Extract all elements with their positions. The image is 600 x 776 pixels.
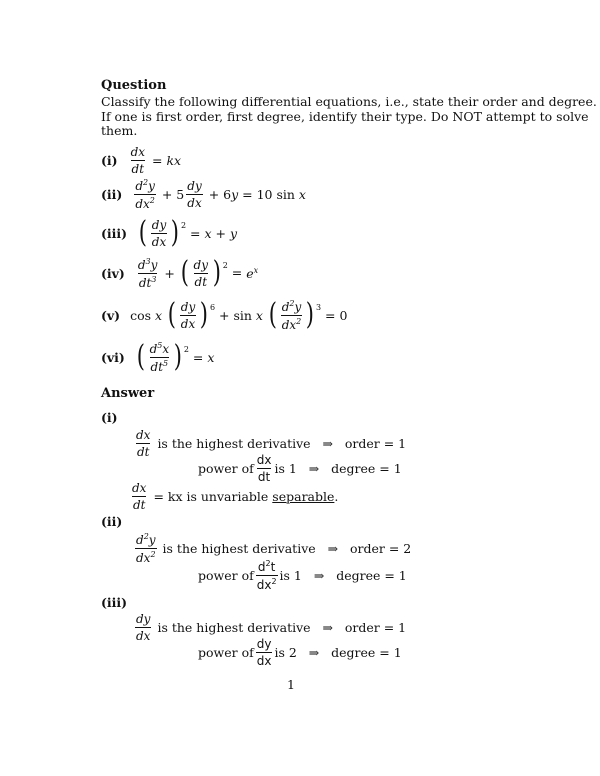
equation-ii: $\frac{d^2y}{dx^2}$: [135, 177, 155, 211]
page-number: 1: [287, 677, 295, 692]
question-item-vi: (vi) ( $\frac{d^5x}{dt^5}$ ) 2 = x: [101, 339, 215, 374]
question-item-v: (v) cos x ( $\frac{dy}{dx}$ ) 6 + sin x ( $\frac{d^2y}{dx^2}$ ) 3 = 0: [101, 297, 348, 332]
answer-i-period: .: [334, 488, 339, 504]
answer-i-line-1: $\frac{dx}{dt}$ is the highest derivative ⇒ order = 1: [136, 427, 407, 459]
implies-icon: ⇒: [313, 567, 325, 583]
implies-icon: ⇒: [322, 435, 333, 451]
question-item-iii: (iii) ( $\frac{dy}{dx}$ ) 2 = x + y: [101, 215, 238, 250]
answer-i-line-2: power of $\frac{dx}{dt}$ is 1 ⇒ degree = 1: [198, 452, 402, 484]
question-item-iv: (iv) $\frac{d^3y}{dt^3}$ + ( $\frac{dy}{dt}$ ) 2 = $e^x$: [101, 255, 259, 290]
question-intro-line-3: them.: [101, 123, 138, 138]
answer-ii-degree: degree = 1: [336, 567, 407, 583]
answer-ii-line-2: power of $\frac{d^2t}{dx^2}$ is 1 ⇒ degree = 1: [198, 558, 407, 592]
item-label: (vi): [101, 349, 125, 365]
answer-label-ii: (ii): [101, 514, 123, 529]
answer-i-power-suffix: is 1: [274, 460, 297, 476]
answer-iii-degree: degree = 1: [331, 644, 402, 660]
answer-iii-order: order = 1: [344, 619, 407, 635]
item-label: (iii): [101, 225, 128, 241]
answer-i-type: separable: [272, 488, 335, 504]
item-label: (i): [101, 152, 118, 168]
answer-i-line-3: $\frac{dx}{dt}$ = kx is unvariable separable .: [132, 480, 339, 512]
answer-iii-power-prefix: power of: [198, 644, 254, 660]
item-label: (v): [101, 307, 121, 323]
answer-heading: Answer: [101, 386, 155, 401]
equation-iv: $\frac{d^3y}{dt^3}$: [137, 256, 158, 290]
question-heading: Question: [101, 78, 167, 93]
answer-i-power-prefix: power of: [198, 460, 254, 476]
answer-ii-highest-text: is the highest derivative: [162, 540, 316, 556]
answer-i-order: order = 1: [344, 435, 407, 451]
question-intro-line-2: If one is first order, first degree, identify their type. Do NOT attempt to solve: [101, 109, 589, 124]
answer-label-i: (i): [101, 410, 118, 425]
question-item-i: (i) $\frac{dx}{dt}$ = kx: [101, 144, 182, 176]
answer-i-type-text: = kx is unvariable: [153, 488, 269, 504]
answer-ii-line-1: $\frac{d^2y}{dx^2}$ is the highest derivative ⇒ order = 2: [136, 531, 412, 565]
answer-ii-power-suffix: is 1: [279, 567, 302, 583]
question-item-ii: (ii) $\frac{d^2y}{dx^2}$ + 5 $\frac{dy}{dx}$ + 6y = 10 sin x: [101, 177, 306, 211]
equation-iii: $\frac{dy}{dx}$: [151, 217, 167, 249]
answer-iii-power-suffix: is 2: [274, 644, 297, 660]
answer-label-iii: (iii): [101, 595, 128, 610]
answer-iii-line-1: $\frac{dy}{dx}$ is the highest derivative ⇒ order = 1: [136, 611, 407, 643]
implies-icon: ⇒: [308, 460, 320, 476]
equation-vi: $\frac{d^5x}{dt^5}$: [149, 340, 170, 374]
item-label: (iv): [101, 265, 125, 281]
equation-i: $\frac{dx}{dt}$: [130, 144, 146, 176]
item-label: (ii): [101, 186, 123, 202]
question-intro-line-1: Classify the following differential equations, i.e., state their order and degree.: [101, 94, 597, 109]
answer-iii-line-2: power of $\frac{dy}{dx}$ is 2 ⇒ degree = 1: [198, 636, 402, 668]
implies-icon: ⇒: [322, 619, 333, 635]
answer-i-degree: degree = 1: [331, 460, 402, 476]
answer-i-highest-text: is the highest derivative: [157, 435, 311, 451]
answer-iii-highest-text: is the highest derivative: [157, 619, 311, 635]
implies-icon: ⇒: [308, 644, 320, 660]
implies-icon: ⇒: [327, 540, 339, 556]
equation-v: $\frac{dy}{dx}$: [180, 299, 196, 331]
answer-ii-order: order = 2: [349, 540, 412, 556]
answer-ii-power-prefix: power of: [198, 567, 254, 583]
